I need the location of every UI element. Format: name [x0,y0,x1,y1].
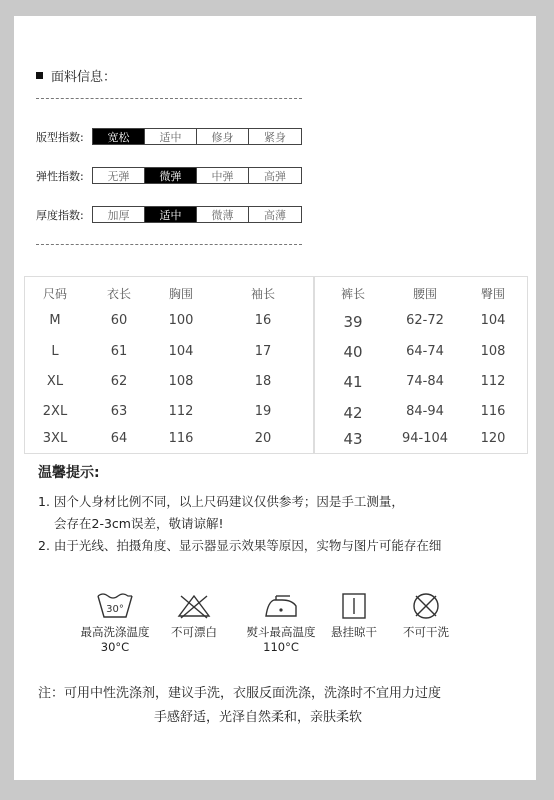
table-cell: 104 [480,313,506,328]
table-cell: 112 [480,374,506,389]
bottom-size-table [314,276,528,454]
note-line-2: 手感舒适，光泽自然柔和，亲肤柔软 [154,710,363,725]
elasticity-option: 无弹 [93,168,145,183]
table-cell: 62 [110,374,128,389]
thickness-index-scale [92,206,302,223]
table-cell: 63 [110,404,128,419]
table-cell: 2XL [42,404,68,419]
col-header: 尺码 [42,287,68,301]
care-label: 最高洗涤温度 [80,625,150,639]
fabric-info-title: 面料信息： [51,70,117,85]
fit-option: 修身 [197,129,249,144]
thickness-option: 微薄 [197,207,249,222]
no-bleach-icon [175,592,213,620]
table-cell: 100 [168,313,194,328]
fit-index-scale [92,128,302,145]
table-cell: 20 [254,431,272,446]
tip-line: 1. 因个人身材比例不同，以上尺码建议仅供参考；因是手工测量， [38,494,404,509]
care-label: 不可漂白 [171,625,217,639]
table-cell: 3XL [42,431,68,446]
table-cell: 16 [254,313,272,328]
table-cell: L [51,344,59,359]
care-label: 不可干洗 [403,625,449,639]
no-dry-clean-icon [407,592,445,620]
care-item-dryclean [386,592,466,640]
col-header: 衣长 [106,287,132,301]
table-cell: 41 [343,373,363,391]
wash-badge: 30° [106,604,124,615]
table-cell: 64 [110,431,128,446]
table-cell: 17 [254,344,272,359]
tip-line: 2. 由于光线、拍摄角度、显示器显示效果等原因，实物与图片可能存在细 [38,538,442,553]
tips-title: 温馨提示: [38,465,100,481]
fabric-info-heading [36,66,116,85]
table-cell: 18 [254,374,272,389]
thickness-option: 适中 [145,207,197,222]
elasticity-option: 中弹 [197,168,249,183]
col-header: 袖长 [250,287,276,301]
fit-option: 适中 [145,129,197,144]
wash-30-icon [96,592,134,620]
care-label: 熨斗最高温度 [246,625,316,639]
elasticity-option: 高弹 [264,169,286,183]
col-header: 腰围 [412,287,438,301]
table-cell: 84-94 [406,404,444,419]
table-cell: 39 [343,313,363,331]
fit-index-label: 版型指数: [36,131,84,144]
table-cell: 74-84 [406,374,444,389]
elasticity-index-label: 弹性指数: [36,170,84,183]
table-cell: 62-72 [406,313,444,328]
tip-line: 会存在2-3cm误差，敬请谅解! [54,516,224,531]
divider-top [36,98,302,99]
thickness-index-label: 厚度指数: [36,209,84,222]
table-cell: XL [46,374,64,389]
care-item-hang [314,592,394,640]
product-detail-card [14,16,536,780]
table-cell: 112 [168,404,194,419]
bullet-square-icon [36,72,43,79]
care-sub: 110°C [263,640,299,654]
table-cell: 61 [110,344,128,359]
col-header: 胸围 [168,287,194,301]
thickness-option: 高薄 [264,208,286,222]
care-item-wash [70,592,160,654]
col-header: 裤长 [340,287,366,301]
col-header: 臀围 [480,287,506,301]
table-cell: M [49,313,61,328]
top-size-table [24,276,314,454]
elasticity-index-scale [92,167,302,184]
fit-option: 紧身 [264,130,286,144]
note-line-1: 注：可用中性洗涤剂，建议手洗，衣服反面洗涤，洗涤时不宜用力过度 [38,686,442,701]
table-cell: 116 [480,404,506,419]
care-item-bleach [154,592,234,640]
table-cell: 43 [343,430,363,448]
elasticity-option: 微弹 [145,168,197,183]
table-cell: 104 [168,344,194,359]
care-item-iron [236,592,326,654]
divider-bottom [36,244,302,245]
table-cell: 19 [254,404,272,419]
thickness-option: 加厚 [93,207,145,222]
care-label: 悬挂晾干 [331,625,377,639]
table-cell: 60 [110,313,128,328]
table-cell: 108 [480,344,506,359]
fit-option: 宽松 [93,129,145,144]
table-cell: 64-74 [406,344,444,359]
hang-dry-icon [335,592,373,620]
table-cell: 116 [168,431,194,446]
iron-icon [262,592,300,620]
table-cell: 40 [343,343,363,361]
table-cell: 42 [343,404,363,422]
table-cell: 120 [480,431,506,446]
table-cell: 108 [168,374,194,389]
table-cell: 94-104 [401,431,449,446]
care-sub: 30°C [100,640,130,654]
